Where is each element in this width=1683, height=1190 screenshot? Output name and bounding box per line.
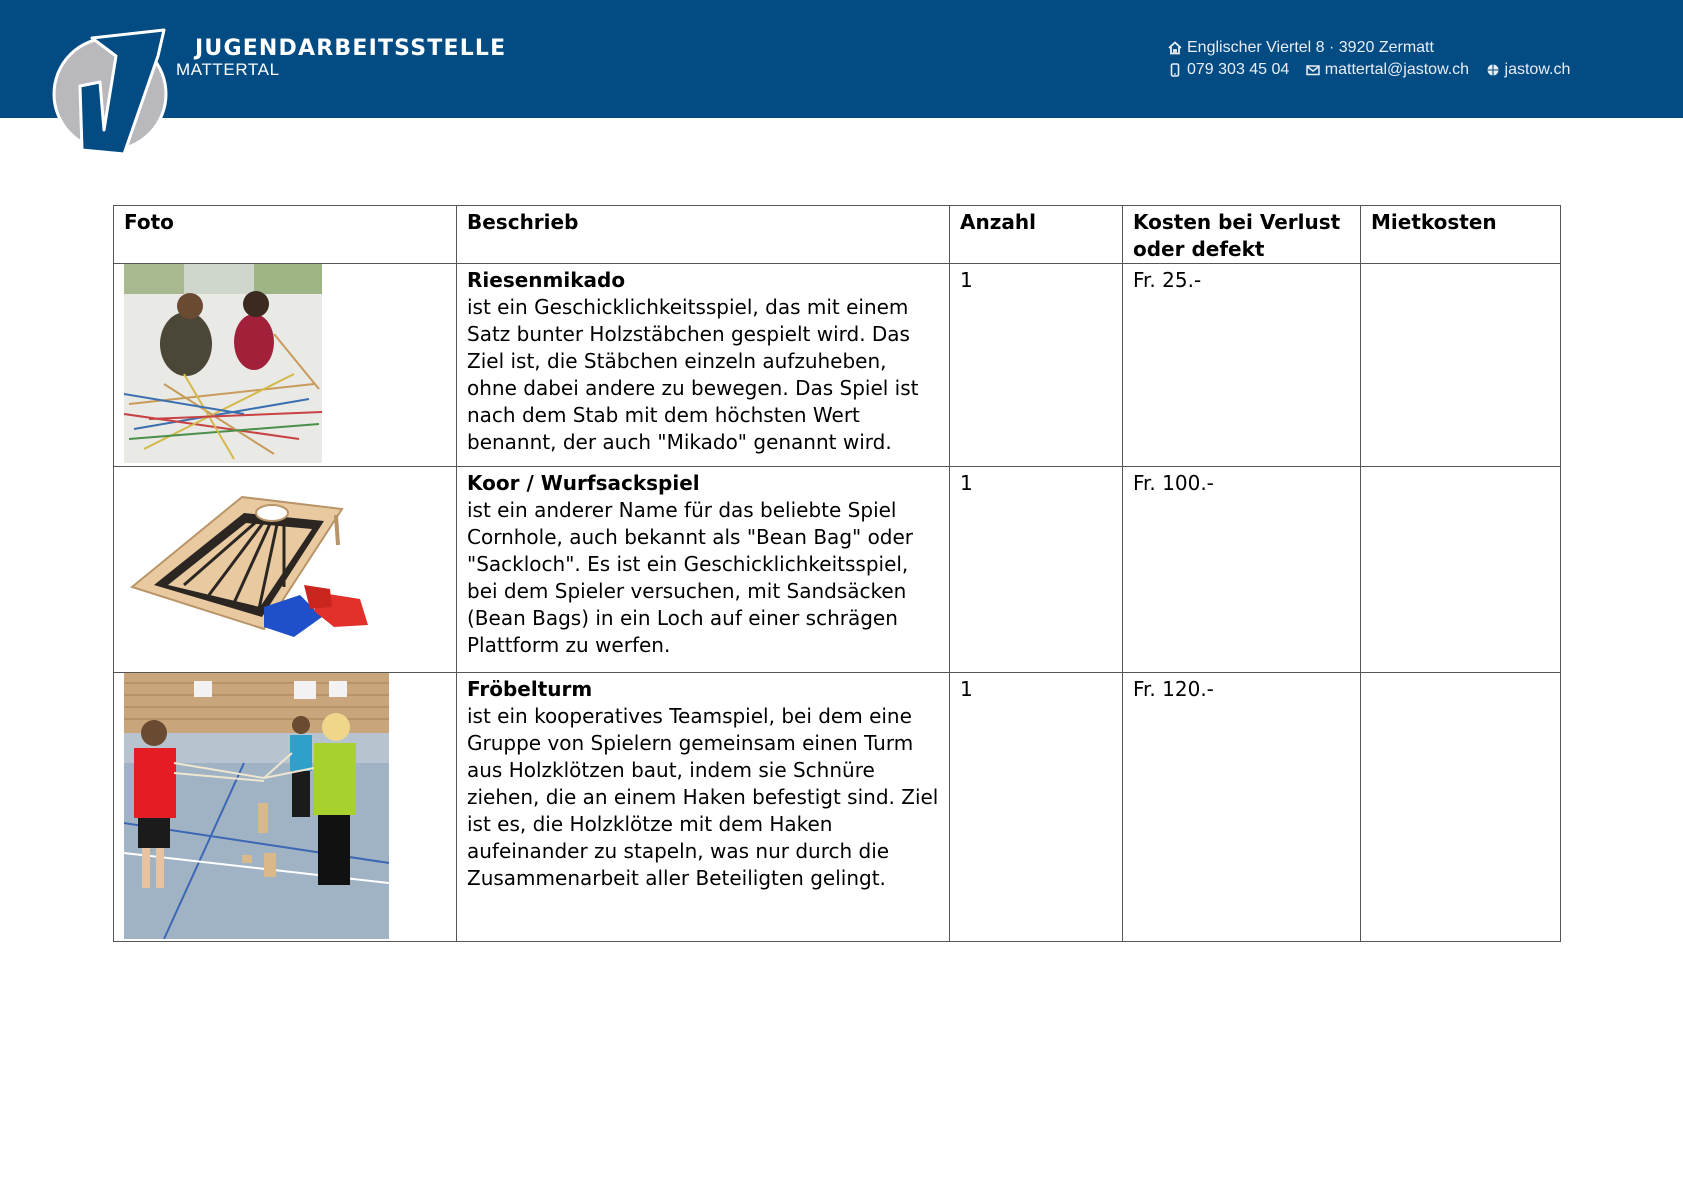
table-row bbox=[114, 264, 1561, 467]
header-mietkosten: Mietkosten bbox=[1361, 206, 1561, 264]
item-description: ist ein Geschicklichkeitsspiel, das mit einem Satz bunter Holzstäbchen gespielt wird. Das Ziel ist, die Stäbchen einzeln aufzuheben, ohne dabei andere zu bewegen. Das Spiel ist nach dem Stab mit dem höchsten Wert benannt, der auch "Mikado" genannt wird. bbox=[467, 295, 919, 454]
photo-cell bbox=[114, 467, 457, 673]
description-cell bbox=[457, 673, 950, 942]
header-kosten: Kosten bei Verlust oder defekt bbox=[1123, 206, 1361, 264]
anzahl-cell: 1 bbox=[950, 673, 1123, 942]
rental-items-table bbox=[113, 205, 1561, 942]
description-cell bbox=[457, 467, 950, 673]
header-anzahl: Anzahl bbox=[950, 206, 1123, 264]
mietkosten-cell bbox=[1361, 264, 1561, 467]
mietkosten-cell bbox=[1361, 467, 1561, 673]
address-text: Englischer Viertel 8 · 3920 Zermatt bbox=[1187, 39, 1434, 56]
anzahl-cell: 1 bbox=[950, 467, 1123, 673]
contact-line bbox=[1168, 61, 1582, 82]
mietkosten-cell bbox=[1361, 673, 1561, 942]
contact-address-line bbox=[1168, 39, 1446, 60]
table-row bbox=[114, 673, 1561, 942]
photo-cell bbox=[114, 673, 457, 942]
phone-text: 079 303 45 04 bbox=[1187, 61, 1290, 78]
web-link[interactable]: jastow.ch bbox=[1504, 61, 1571, 78]
org-subtitle: MATTERTAL bbox=[176, 60, 280, 79]
kosten-cell: Fr. 120.- bbox=[1123, 673, 1361, 942]
kosten-cell: Fr. 25.- bbox=[1123, 264, 1361, 467]
phone-icon bbox=[1168, 63, 1182, 77]
header-beschrieb: Beschrieb bbox=[457, 206, 950, 264]
header-foto: Foto bbox=[114, 206, 457, 264]
table-header-row bbox=[114, 206, 1561, 264]
kosten-cell: Fr. 100.- bbox=[1123, 467, 1361, 673]
item-description: ist ein anderer Name für das beliebte Spiel Cornhole, auch bekannt als "Bean Bag" oder "Sackloch". Es ist ein Geschicklichkeitsspiel, bei dem Spieler versuchen, mit Sandsäcken (Bean Bags) in ein Loch auf einer schrägen Plattform zu werfen. bbox=[467, 498, 914, 657]
photo-cell bbox=[114, 264, 457, 467]
item-title: Fröbelturm bbox=[467, 677, 593, 701]
description-cell bbox=[457, 264, 950, 467]
item-description: ist ein kooperatives Teamspiel, bei dem eine Gruppe von Spielern gemeinsam einen Turm aus Holzklötzen baut, indem sie Schnüre ziehen, die an einem Haken befestigt sind. Ziel ist es, die Holzklötze mit dem Haken aufeinander zu stapeln, was nur durch die Zusammenarbeit aller Beteiligten gelingt. bbox=[467, 704, 939, 890]
riesenmikado-photo bbox=[124, 264, 322, 463]
org-name: JUGENDARBEITSSTELLE bbox=[195, 36, 507, 61]
mail-icon bbox=[1306, 63, 1320, 77]
froebelturm-photo bbox=[124, 673, 389, 939]
item-title: Koor / Wurfsackspiel bbox=[467, 471, 700, 495]
home-icon bbox=[1168, 41, 1182, 55]
organization-logo bbox=[52, 26, 176, 158]
anzahl-cell: 1 bbox=[950, 264, 1123, 467]
email-link[interactable]: mattertal@jastow.ch bbox=[1324, 61, 1470, 78]
table-row bbox=[114, 467, 1561, 673]
item-title: Riesenmikado bbox=[467, 268, 626, 292]
globe-icon bbox=[1486, 63, 1500, 77]
cornhole-photo bbox=[124, 467, 384, 647]
